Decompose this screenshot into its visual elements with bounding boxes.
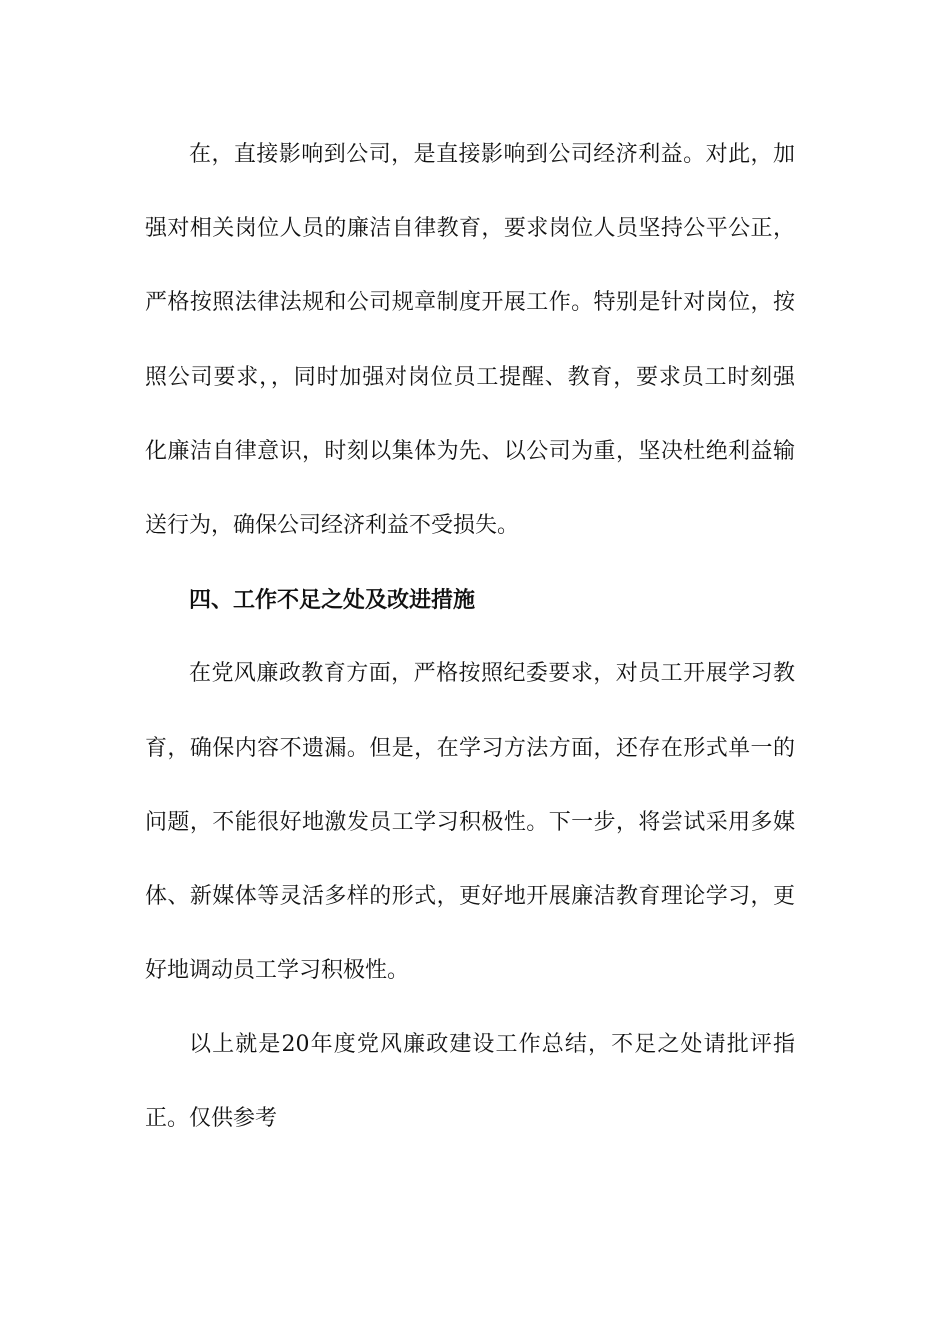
paragraph-line: 正。仅供参考 — [145, 1106, 278, 1132]
paragraph-line: 送行为，确保公司经济利益不受损失。 — [145, 512, 520, 538]
paragraph-line: 问题，不能很好地激发员工学习积极性。下一步，将尝试采用多媒 — [145, 809, 795, 835]
paragraph-line: 在，直接影响到公司，是直接影响到公司经济利益。对此，加 — [189, 142, 795, 167]
paragraph-line: 在党风廉政教育方面，严格按照纪委要求，对员工开展学习教 — [189, 661, 795, 687]
paragraph-line: 体、新媒体等灵活多样的形式，更好地开展廉洁教育理论学习，更 — [145, 883, 795, 909]
paragraph-line: 照公司要求，，同时加强对岗位员工提醒、教育，要求员工时刻强 — [145, 364, 795, 390]
paragraph-line: 强对相关岗位人员的廉洁自律教育，要求岗位人员坚持公平公正， — [145, 216, 795, 242]
document-body — [145, 118, 795, 1157]
paragraph-line: 育，确保内容不遗漏。但是，在学习方法方面，还存在形式单一的 — [145, 735, 795, 761]
section-heading: 四、工作不足之处及改进措施 — [189, 587, 476, 614]
paragraph-line: 以上就是20年度党风廉政建设工作总结，不足之处请批评指 — [189, 1032, 795, 1058]
paragraph-line: 化廉洁自律意识，时刻以集体为先、以公司为重，坚决杜绝利益输 — [145, 438, 795, 464]
paragraph-line: 好地调动员工学习积极性。 — [145, 958, 410, 984]
paragraph-line: 严格按照法律法规和公司规章制度开展工作。特别是针对岗位，按 — [145, 290, 795, 316]
